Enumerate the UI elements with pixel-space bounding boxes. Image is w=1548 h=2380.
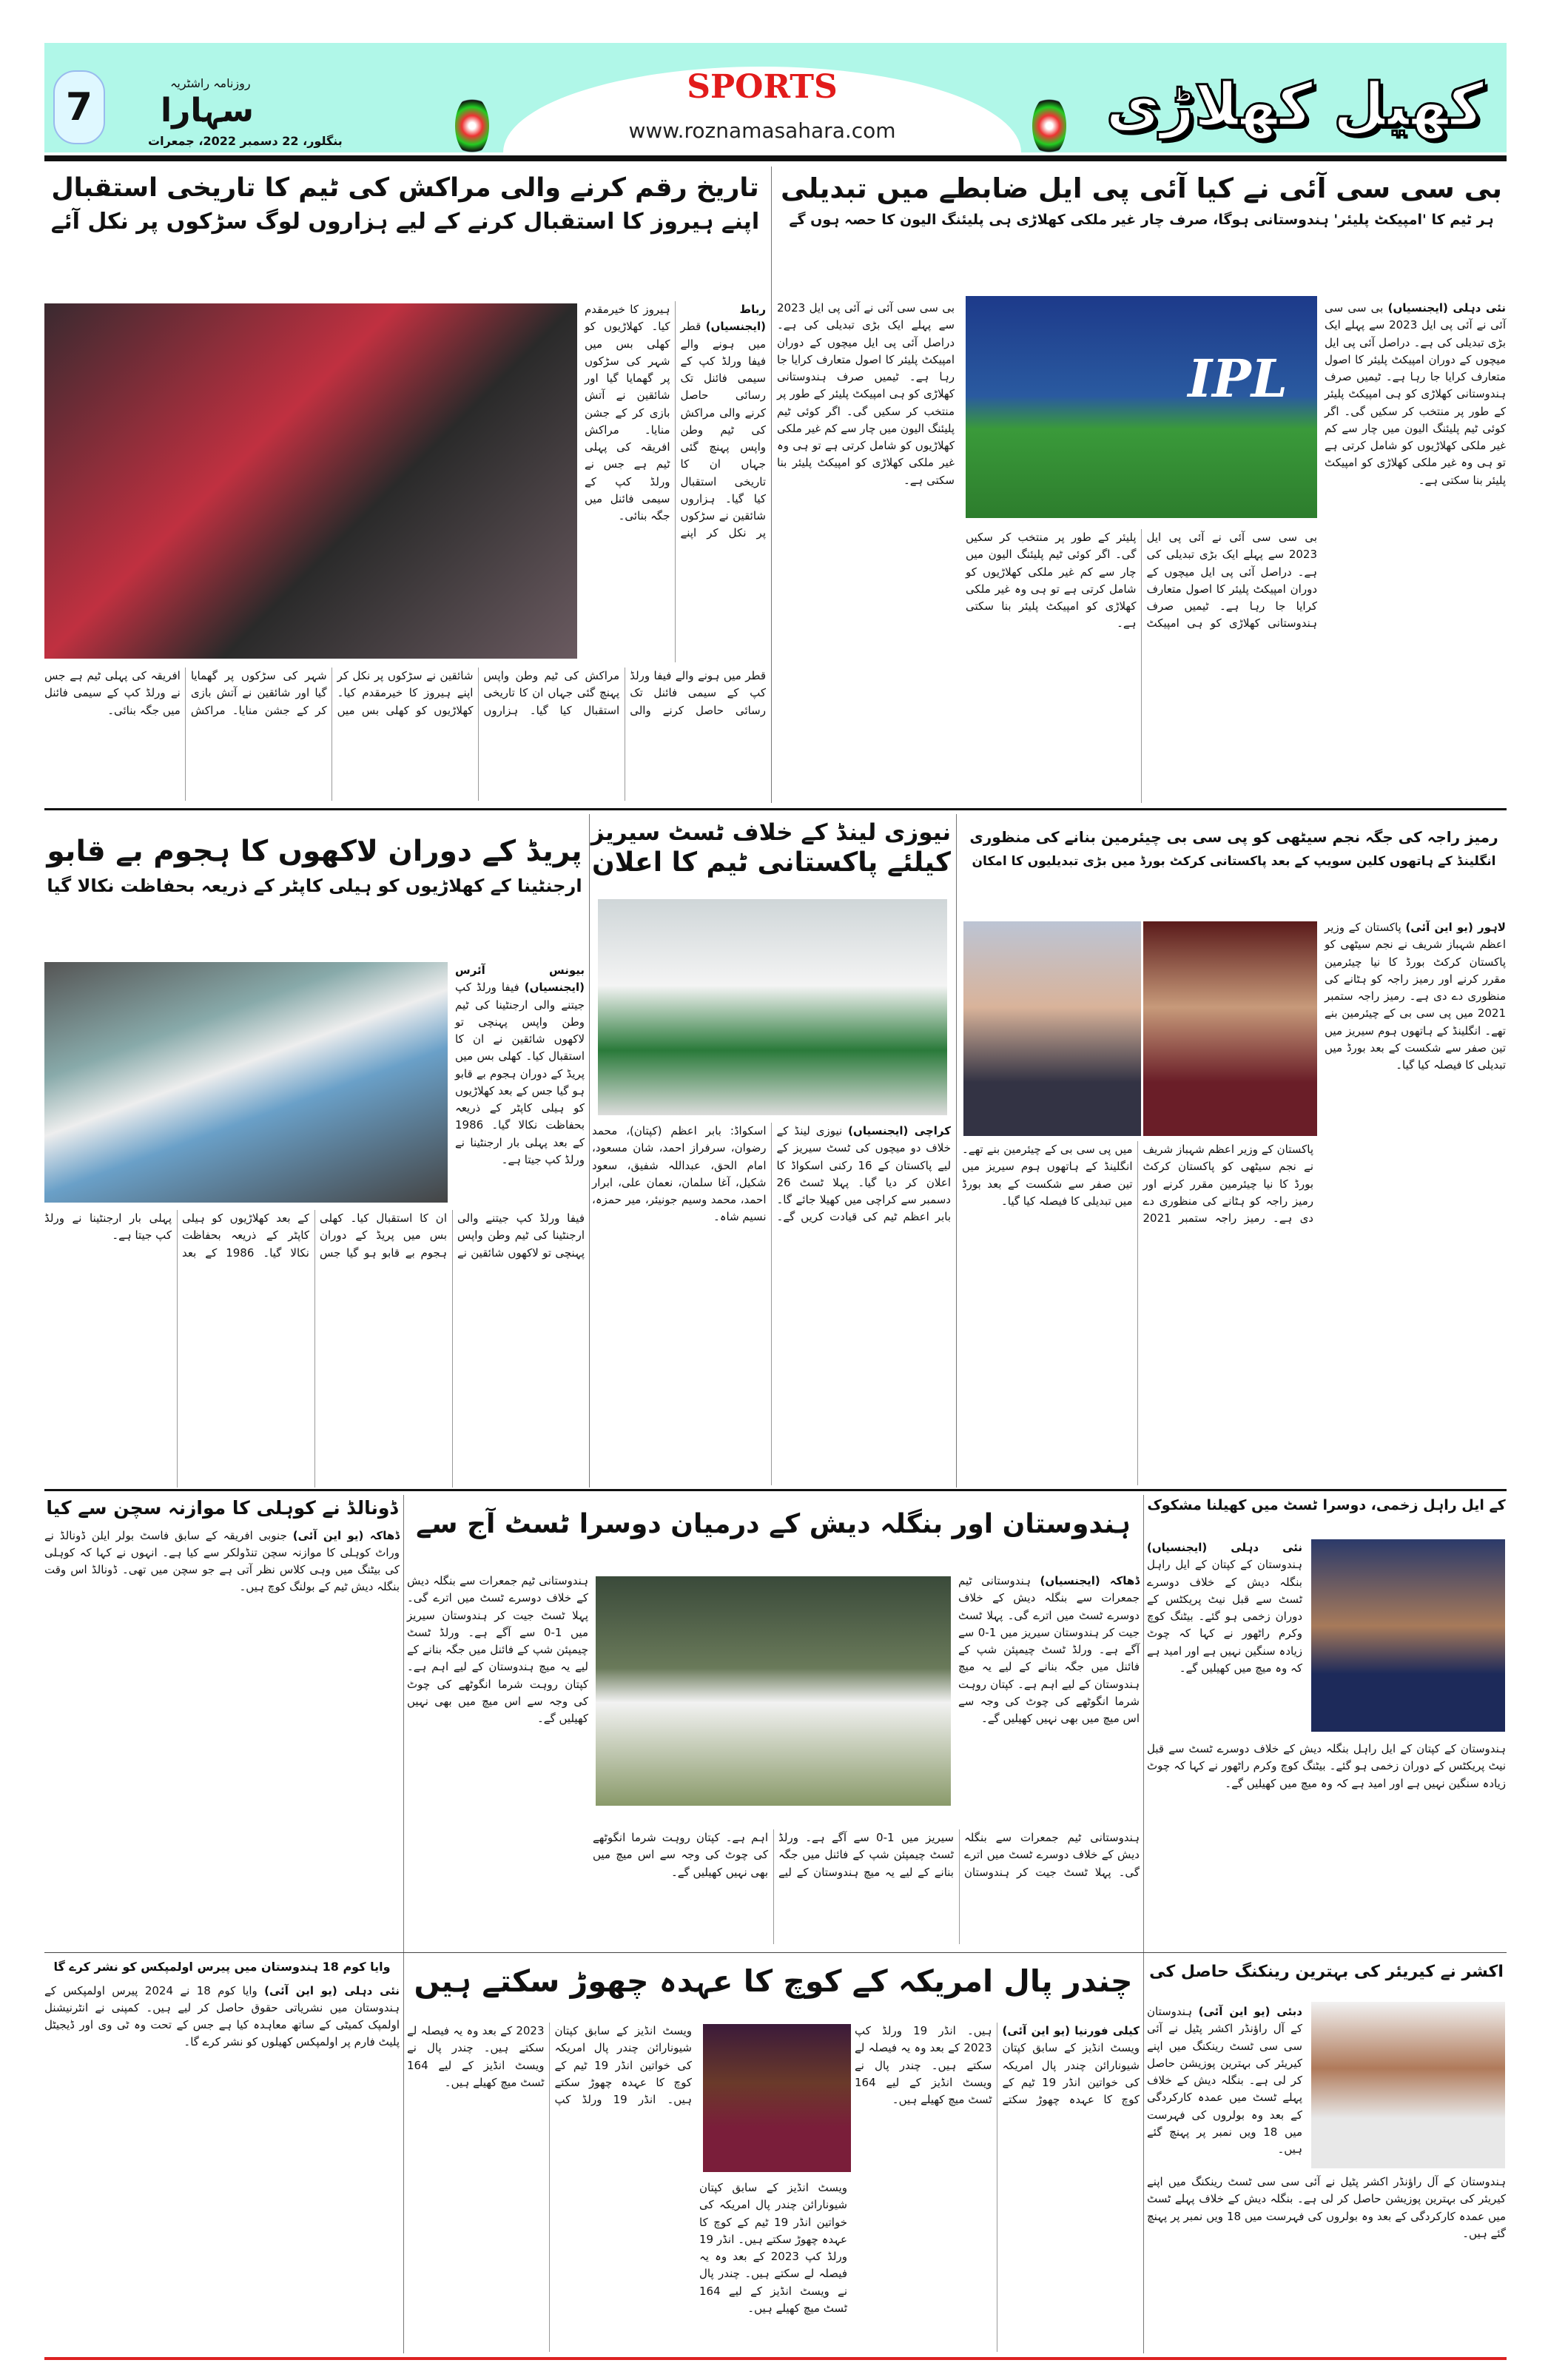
article-body-continued: ہندوستانی ٹیم جمعرات سے بنگلہ دیش کے خلاف دوسرے ٹسٹ میں اترے گی۔ پہلا ٹسٹ جیت کر ہندوستان سیریز میں 1-0 سے آگے ہے۔ ورلڈ ٹسٹ چیمپئن شپ کے فائنل میں جگہ بنانے کے لیے یہ میچ ہندوستان کے لیے اہم ہے۔ کپتان روہت شرما انگوٹھے کی چوٹ کی وجہ سے اس میچ میں بھی نہیں کھیلیں گے۔ — [407, 1574, 588, 1725]
dateline: بیونس آئرس (ایجنسیاں) — [455, 964, 585, 995]
dateline: نئی دہلی (ایجنسیاں) — [1147, 1541, 1302, 1554]
chanderpaul-photo — [703, 2024, 851, 2172]
article-body-continued: بی سی سی آئی نے آئی پی ایل 2023 سے پہلے ایک بڑی تبدیلی کی ہے۔ دراصل آئی پی ایل میچوں کے دوران امپیکٹ پلیئر کا اصول متعارف کرایا جا رہا ہے۔ ٹیمیں صرف ہندوستانی کھلاڑی کو ہی امپیکٹ پلیئر کے طور پر منتخب کر سکیں گی۔ اگر کوئی ٹیم پلیئنگ الیون میں چار سے کم غیر ملکی کھلاڑیوں کو شامل کرتی ہے تو ہی وہ غیر ملکی کھلاڑی کو امپیکٹ پلیئر بنا سکتی ہے۔ — [777, 301, 955, 487]
article-body — [855, 2023, 1140, 2352]
subheadline: ہر ٹیم کا 'امپیکٹ پلیئر' ہندوستانی ہوگا، صرف چار غیر ملکی کھلاڑی ہی پلیئنگ الیون کا حصہ ہوں گے — [789, 211, 1494, 228]
article-body — [455, 962, 585, 1206]
kl-rahul-photo — [1311, 1539, 1505, 1732]
body-text: ہندوستان کے کپتان کے ایل راہل بنگلہ دیش کے خلاف دوسرے ٹسٹ سے قبل نیٹ پریکٹس کے دوران زخمی ہو گئے۔ بیٹنگ کوچ وکرم راٹھور نے کہا کہ چوٹ زیادہ سنگین نہیں ہے اور امید ہے کہ وہ میچ میں کھیلیں گے۔ — [1147, 1558, 1302, 1675]
article-body-continued: ہندوستانی ٹیم جمعرات سے بنگلہ دیش کے خلاف دوسرے ٹسٹ میں اترے گی۔ پہلا ٹسٹ جیت کر ہندوستان سیریز میں 1-0 سے آگے ہے۔ ورلڈ ٹسٹ چیمپئن شپ کے فائنل میں جگہ بنانے کے لیے یہ میچ ہندوستان کے لیے اہم ہے۔ کپتان روہت شرما انگوٹھے کی چوٹ کی وجہ سے اس میچ میں بھی نہیں کھیلیں گے۔ — [593, 1831, 1140, 1879]
headline: تاریخ رقم کرنے والی مراکش کی ٹیم کا تاریخی استقبال — [51, 173, 759, 203]
page-number: 7 — [53, 70, 105, 144]
headline: اکشر نے کیریئر کی بہترین رینکنگ حاصل کی — [1149, 1963, 1504, 1981]
dateline: نئی دہلی (یو این آئی) — [264, 1983, 400, 1997]
article-body — [592, 1123, 951, 1485]
divider — [771, 167, 772, 803]
dateline: نئی دہلی (ایجنسیاں) — [1387, 301, 1506, 315]
axar-patel-photo — [1311, 2002, 1505, 2168]
headline: بی سی سی آئی نے کیا آئی پی ایل ضابطے میں تبدیلی — [780, 172, 1503, 204]
dateline: رباط (ایجنسیاں) — [705, 303, 766, 334]
dateline: کراچی (ایجنسیاں) — [848, 1124, 951, 1137]
article-body — [44, 1983, 400, 2051]
article-body-continued: پاکستان کے وزیر اعظم شہباز شریف نے نجم سیٹھی کو پاکستان کرکٹ بورڈ کا نیا چیئرمین مقرر کرنے اور رمیز راجہ کو ہٹانے کی منظوری دے دی ہے۔ رمیز راجہ ستمبر 2021 میں پی سی بی کے چیئرمین بنے تھے۔ انگلینڈ کے ہاتھوں ہوم سیریز میں تین صفر سے شکست کے بعد بورڈ میں تبدیلی کا فیصلہ کیا گیا۔ — [962, 1143, 1313, 1225]
divider — [44, 155, 1507, 161]
dateline: دبئی (یو این آئی) — [1198, 2005, 1302, 2018]
article-body — [585, 301, 766, 662]
dateline: ڈھاکہ (ایجنسیاں) — [1040, 1574, 1140, 1587]
ramiz-raja-photo — [1143, 921, 1317, 1136]
morocco-parade-photo — [44, 303, 577, 659]
article-body-continued: ہندوستان کے آل راؤنڈر اکشر پٹیل نے آئی سی سی ٹسٹ رینکنگ میں اپنے کیریئر کی بہترین پوزیشن حاصل کر لی ہے۔ بنگلہ دیش کے خلاف پہلے ٹسٹ میں عمدہ کارکردگی کے بعد وہ بولروں کی فہرست میں 18 ویں نمبر پر پہنچ گئے ہیں۔ — [1147, 2175, 1506, 2240]
article-viacom-olympics — [44, 1957, 400, 2353]
najam-sethi-photo — [963, 921, 1141, 1136]
section-label: SPORTS — [687, 68, 838, 106]
divider — [44, 2357, 1507, 2360]
dateline: لاہور (یو این آئی) — [1405, 921, 1506, 934]
divider — [589, 814, 590, 1488]
headline: چندر پال امریکہ کے کوچ کا عہدہ چھوڑ سکتے ہیں — [414, 1963, 1133, 1999]
pakistan-team-photo — [598, 899, 947, 1115]
divider — [1143, 1495, 1144, 2353]
headline: کے ایل راہل زخمی، دوسرا ٹسٹ میں کھیلنا مشکوک — [1147, 1497, 1506, 1513]
divider — [44, 1489, 1507, 1491]
body-text: پاکستان کے وزیر اعظم شہباز شریف نے نجم سیٹھی کو پاکستان کرکٹ بورڈ کا نیا چیئرمین مقرر کرنے اور رمیز راجہ کو ہٹانے کی منظوری دے دی ہے۔ رمیز راجہ ستمبر 2021 میں پی سی بی کے چیئرمین بنے تھے۔ انگلینڈ کے ہاتھوں ہوم سیریز میں تین صفر سے شکست کے بعد بورڈ میں تبدیلی کا فیصلہ کیا گیا۔ — [1325, 921, 1506, 1072]
headline-line-2: کیلئے پاکستانی ٹیم کا اعلان — [592, 847, 951, 878]
body-text: ہندوستانی ٹیم جمعرات سے بنگلہ دیش کے خلاف دوسرے ٹسٹ میں اترے گی۔ پہلا ٹسٹ جیت کر ہندوستان سیریز میں 1-0 سے آگے ہے۔ ورلڈ ٹسٹ چیمپئن شپ کے فائنل میں جگہ بنانے کے لیے یہ میچ ہندوستان کے لیے اہم ہے۔ کپتان روہت شرما انگوٹھے کی چوٹ کی وجہ سے اس میچ میں بھی نہیں کھیلیں گے۔ — [958, 1574, 1140, 1725]
body-text: وایا کوم 18 نے 2024 پیرس اولمپکس کے ہندوستان میں نشریاتی حقوق حاصل کر لیے ہیں۔ کمپنی نے انٹرنیشنل اولمپک کمیٹی کے ساتھ معاہدہ کیا ہے جس کے تحت وہ ٹی وی اور ڈیجیٹل پلیٹ فارم پر اولمپکس کھیلوں کو نشر کرے گا۔ — [44, 1983, 400, 2049]
body-text: نیوزی لینڈ کے خلاف دو میچوں کی ٹسٹ سیریز کے لیے پاکستان کے 16 رکنی اسکواڈ کا اعلان کر دیا گیا۔ پہلا ٹسٹ 26 دسمبر سے کراچی میں کھیلا جائے گا۔ بابر اعظم ٹیم کی قیادت کریں گے۔ اسکواڈ: بابر اعظم (کپتان)، محمد رضوان، سرفراز احمد، شان مسعود، امام الحق، عبداللہ شفیق، سعود شکیل، آغا سلمان، نعمان علی، ابرار احمد، محمد وسیم جونیئر، میر حمزہ، نسیم شاہ۔ — [592, 1124, 952, 1224]
emblem-icon — [1032, 96, 1066, 155]
newspaper-logo: سہارا — [161, 92, 254, 130]
emblem-icon — [455, 96, 489, 155]
article-body-continued: ہندوستان کے کپتان کے ایل راہل بنگلہ دیش کے خلاف دوسرے ٹسٹ سے قبل نیٹ پریکٹس کے دوران زخمی ہو گئے۔ بیٹنگ کوچ وکرم راٹھور نے کہا کہ چوٹ زیادہ سنگین نہیں ہے اور امید ہے کہ وہ میچ میں کھیلیں گے۔ — [1147, 1742, 1506, 1790]
article-ramiz-raja — [962, 814, 1506, 1488]
subheadline: اپنے ہیروز کا استقبال کرنے کے لیے ہزاروں لوگ سڑکوں پر نکل آئے — [50, 208, 760, 235]
logo-tagline: روزنامہ راشٹریہ — [170, 76, 251, 90]
divider — [44, 808, 1507, 810]
body-text: ہندوستان کے آل راؤنڈر اکشر پٹیل نے آئی سی سی ٹسٹ رینکنگ میں اپنے کیریئر کی بہترین پوزیشن حاصل کر لی ہے۔ بنگلہ دیش کے خلاف پہلے ٹسٹ میں عمدہ کارکردگی کے بعد وہ بولروں کی فہرست میں 18 ویں نمبر پر پہنچ گئے ہیں۔ — [1147, 2005, 1302, 2156]
article-body — [1147, 2003, 1302, 2170]
article-body-continued: ویسٹ انڈیز کے سابق کپتان شیونارائن چندر پال امریکہ کی خواتین انڈر 19 ٹیم کے کوچ کا عہدہ چھوڑ سکتے ہیں۔ انڈر 19 ورلڈ کپ 2023 کے بعد وہ یہ فیصلہ لے سکتے ہیں۔ چندر پال نے ویسٹ انڈیز کے لیے 164 ٹسٹ میچ کھیلے ہیں۔ — [699, 2181, 847, 2315]
ipl-stadium-photo — [966, 296, 1317, 518]
body-text: فیفا ورلڈ کپ جیتنے والی ارجنٹینا کی ٹیم وطن واپس پہنچی تو لاکھوں شائقین نے ان کا استقبال کیا۔ کھلی بس میں پریڈ کے دوران ہجوم بے قابو ہو گیا جس کے بعد کھلاڑیوں کو ہیلی کاپٹر کے ذریعہ بحفاظت نکالا گیا۔ 1986 کے بعد پہلی بار ارجنٹینا نے ورلڈ کپ جیتا ہے۔ — [455, 981, 585, 1166]
article-body-continued: فیفا ورلڈ کپ جیتنے والی ارجنٹینا کی ٹیم وطن واپس پہنچی تو لاکھوں شائقین نے ان کا استقبال کیا۔ کھلی بس میں پریڈ کے دوران ہجوم بے قابو ہو گیا جس کے بعد کھلاڑیوں کو ہیلی کاپٹر کے ذریعہ بحفاظت نکالا گیا۔ 1986 کے بعد پہلی بار ارجنٹینا نے ورلڈ کپ جیتا ہے۔ — [44, 1211, 585, 1260]
article-body-continued: ویسٹ انڈیز کے سابق کپتان شیونارائن چندر پال امریکہ کی خواتین انڈر 19 ٹیم کے کوچ کا عہدہ چھوڑ سکتے ہیں۔ انڈر 19 ورلڈ کپ 2023 کے بعد وہ یہ فیصلہ لے سکتے ہیں۔ چندر پال نے ویسٹ انڈیز کے لیے 164 ٹسٹ میچ کھیلے ہیں۔ — [407, 2024, 693, 2106]
article-body — [958, 1573, 1140, 1824]
divider — [956, 814, 957, 1488]
headline: ہندوستان اور بنگلہ دیش کے درمیان دوسرا ٹسٹ آج سے — [416, 1509, 1131, 1539]
headline: رمیز راجہ کی جگہ نجم سیٹھی کو پی سی بی چیئرمین بنانے کی منظوری — [969, 828, 1498, 846]
article-body — [1147, 1539, 1302, 1735]
subheadline: انگلینڈ کے ہاتھوں کلین سویپ کے بعد پاکستانی کرکٹ بورڈ میں بڑی تبدیلیوں کا امکان — [972, 854, 1496, 869]
issue-date: بنگلور، 22 دسمبر 2022، جمعرات — [148, 134, 343, 148]
subheadline: ارجنٹینا کے کھلاڑیوں کو ہیلی کاپٹر کے ذریعہ بحفاظت نکالا گیا — [47, 875, 582, 896]
headline: پریڈ کے دوران لاکھوں کا ہجوم بے قابو — [47, 835, 582, 868]
article-body — [1325, 919, 1506, 1485]
headline: ڈونالڈ نے کوہلی کا موازنہ سچن سے کیا — [46, 1497, 398, 1519]
article-body — [1325, 300, 1506, 803]
article-donald-kohli — [44, 1495, 400, 1946]
argentina-parade-photo — [44, 962, 448, 1203]
headline: وایا کوم 18 ہندوستان میں پیرس اولمپکس کو نشر کرے گا — [53, 1960, 391, 1974]
section-masthead: کھیل کھلاڑی — [1106, 70, 1484, 139]
divider — [403, 1495, 404, 2353]
body-text: جنوبی افریقہ کے سابق فاسٹ بولر ایلن ڈونالڈ نے وراٹ کوہلی کا موازنہ سچن تنڈولکر سے کیا ہے۔ انہوں نے کہا کہ کوہلی کی بیٹنگ میں وہی کلاس نظر آتی ہے جو سچن میں تھی۔ ڈونالڈ اس وقت بنگلہ دیش ٹیم کے بولنگ کوچ ہیں۔ — [44, 1528, 400, 1594]
dateline: کیلی فورنیا (یو این آئی) — [1002, 2024, 1140, 2037]
article-body — [44, 1527, 400, 1596]
india-team-photo — [596, 1576, 951, 1806]
article-body-continued: بی سی سی آئی نے آئی پی ایل 2023 سے پہلے ایک بڑی تبدیلی کی ہے۔ دراصل آئی پی ایل میچوں کے دوران امپیکٹ پلیئر کا اصول متعارف کرایا جا رہا ہے۔ ٹیمیں صرف ہندوستانی کھلاڑی کو ہی امپیکٹ پلیئر کے طور پر منتخب کر سکیں گی۔ اگر کوئی ٹیم پلیئنگ الیون میں چار سے کم غیر ملکی کھلاڑیوں کو شامل کرتی ہے تو ہی وہ غیر ملکی کھلاڑی کو امپیکٹ پلیئر بنا سکتی ہے۔ — [966, 531, 1317, 631]
body-text: قطر میں ہونے والے فیفا ورلڈ کپ کے سیمی فائنل تک رسائی حاصل کرنے والی مراکش کی ٹیم وطن واپس پہنچ گئی جہاں ان کا تاریخی استقبال کیا گیا۔ ہزاروں شائقین نے سڑکوں پر نکل کر اپنے ہیروز کا خیرمقدم کیا۔ کھلاڑیوں کو کھلی بس میں شہر کی سڑکوں پر گھمایا گیا اور شائقین نے آتش بازی کر کے جشن منایا۔ مراکش افریقہ کی پہلی ٹیم ہے جس نے ورلڈ کپ کے سیمی فائنل میں جگہ بنائی۔ — [585, 303, 766, 540]
website-url[interactable]: www.roznamasahara.com — [628, 118, 896, 143]
dateline: ڈھاکہ (یو این آئی) — [292, 1528, 400, 1542]
article-body-continued: قطر میں ہونے والے فیفا ورلڈ کپ کے سیمی فائنل تک رسائی حاصل کرنے والی مراکش کی ٹیم وطن واپس پہنچ گئی جہاں ان کا تاریخی استقبال کیا گیا۔ ہزاروں شائقین نے سڑکوں پر نکل کر اپنے ہیروز کا خیرمقدم کیا۔ کھلاڑیوں کو کھلی بس میں شہر کی سڑکوں پر گھمایا گیا اور شائقین نے آتش بازی کر کے جشن منایا۔ مراکش افریقہ کی پہلی ٹیم ہے جس نے ورلڈ کپ کے سیمی فائنل میں جگہ بنائی۔ — [44, 669, 766, 717]
headline: نیوزی لینڈ کے خلاف ٹسٹ سیریز — [590, 819, 951, 846]
body-text: ویسٹ انڈیز کے سابق کپتان شیونارائن چندر پال امریکہ کی خواتین انڈر 19 ٹیم کے کوچ کا عہدہ چھوڑ سکتے ہیں۔ انڈر 19 ورلڈ کپ 2023 کے بعد وہ یہ فیصلہ لے سکتے ہیں۔ چندر پال نے ویسٹ انڈیز کے لیے 164 ٹسٹ میچ کھیلے ہیں۔ — [855, 2024, 1140, 2106]
body-text: بی سی سی آئی نے آئی پی ایل 2023 سے پہلے ایک بڑی تبدیلی کی ہے۔ دراصل آئی پی ایل میچوں کے دوران امپیکٹ پلیئر کا اصول متعارف کرایا جا رہا ہے۔ ٹیمیں صرف ہندوستانی کھلاڑی کو ہی امپیکٹ پلیئر کے طور پر منتخب کر سکیں گی۔ اگر کوئی ٹیم پلیئنگ الیون میں چار سے کم غیر ملکی کھلاڑیوں کو شامل کرتی ہے تو ہی وہ غیر ملکی کھلاڑی کو امپیکٹ پلیئر بنا سکتی ہے۔ — [1325, 301, 1507, 487]
ipl-logo: IPL — [1188, 348, 1288, 409]
divider — [44, 1952, 1507, 1953]
